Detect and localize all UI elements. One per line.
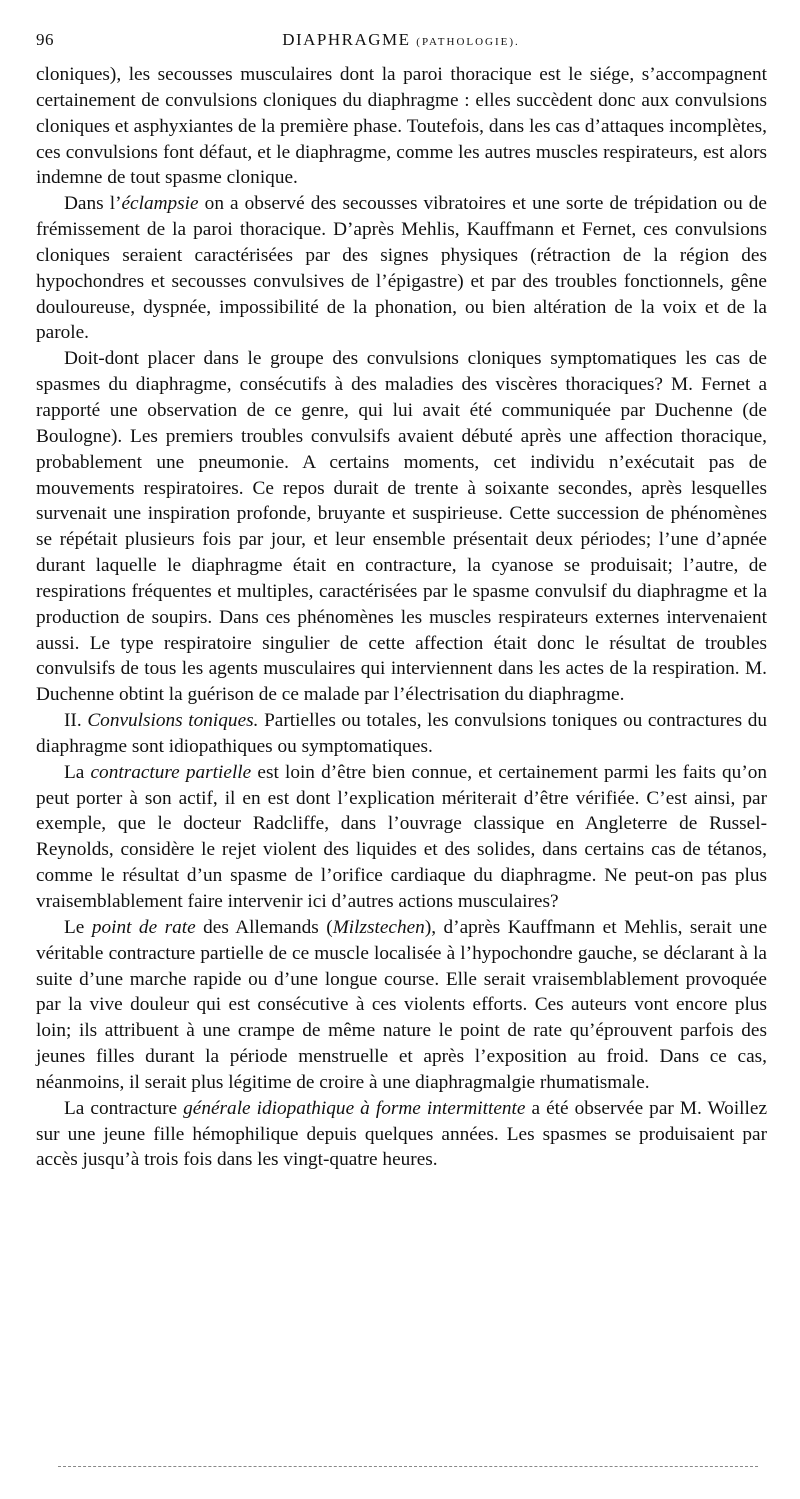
italic-text: point de rate — [91, 916, 196, 938]
text-run: cloniques), les secousses musculaires dont la paroi thoracique est le siége, s’accompagnent certainement de convulsions cloniques du diaphragme : elles succèdent donc aux convulsions cloniques et asphyxiantes de la première phase. Toutefois, dans les cas d’attaques incomplètes, ces convulsions font défaut, et le diaphragme, comme les autres muscles respirateurs, est alors indemne de tout spasme clonique. — [36, 64, 767, 189]
body-text — [36, 62, 767, 1173]
paragraph — [36, 708, 767, 760]
text-run: a été observée par M. Woillez sur une jeune fille hémophilique depuis quelques années. Les spasmes se produisaient par accès jusqu’à trois fois dans les vingt-quatre heures. — [36, 1097, 768, 1171]
page-header — [36, 30, 766, 54]
italic-text: Milzstechen — [332, 916, 425, 938]
text-run: ), d’après Kauffmann et Mehlis, serait une véritable contracture partielle de ce muscle localisée à l’hypochondre gauche, se déclarant à la suite d’une marche rapide ou d’une longue course. Elle serait vraisemblablement provoquée par la vive douleur qui est consécutive à ces violents efforts. Ces auteurs vont encore plus loin; ils attribuent à une crampe de même nature le point de rate qu’éprouvent parfois des jeunes filles durant la période menstruelle et après l’exposition au froid. Dans ce cas, néanmoins, il serait plus légitime de croire à une diaphragmalgie rhumatismale. — [36, 916, 767, 1093]
text-run: II. — [64, 710, 88, 732]
paragraph — [36, 760, 767, 915]
italic-text: générale idiopathique à forme intermittente — [183, 1097, 526, 1119]
text-run: Le — [64, 916, 92, 938]
running-head — [36, 30, 766, 50]
running-title: DIAPHRAGME — [282, 30, 411, 49]
text-run: Partielles ou totales, les convulsions toniques ou contractures du diaphragme sont idiopathiques ou symptomatiques. — [36, 710, 768, 757]
italic-text: éclampsie — [121, 193, 199, 215]
text-run: La — [64, 761, 91, 783]
paragraph — [36, 62, 767, 191]
paragraph — [36, 1096, 767, 1174]
paragraph — [36, 346, 767, 708]
text-run: Dans l’ — [64, 193, 122, 215]
page-number: 96 — [36, 30, 54, 49]
paragraph — [36, 191, 767, 346]
text-run: on a observé des secousses vibratoires et une sorte de trépidation ou de frémissement de la paroi thoracique. D’après Mehlis, Kauffmann et Fernet, ces convulsions cloniques seraient caractérisées par des signes physiques (rétraction de la région des hypochondres et secousses convulsives de l’épigastre) et par des troubles fonctionnels, gêne douloureuse, dyspnée, impossibilité de la phonation, ou bien altération de la voix et de la parole. — [36, 193, 767, 344]
text-run: La contracture — [64, 1097, 184, 1119]
italic-text: Convulsions toniques. — [87, 710, 259, 732]
text-run: des Allemands ( — [195, 916, 333, 938]
running-subtitle: (PATHOLOGIE). — [416, 36, 520, 48]
text-run: Doit-dont placer dans le groupe des convulsions cloniques symptomatiques les cas de spasmes du diaphragme, consécutifs à des maladies des viscères thoraciques? M. Fernet a rapporté une observation de ce genre, qui lui avait été communiquée par Duchenne (de Boulogne). Les premiers troubles convulsifs avaient débuté après une affection thoracique, probablement une pneumonie. A certains moments, cet individu n’exécutait pas de mouvements respiratoires. Ce repos durait de trente à soixante secondes, après lesquelles survenait une inspiration profonde, bruyante et suspirieuse. Cette succession de phénomènes se répétait plusieurs fois par jour, et leur ensemble présentait deux périodes; l’une d’apnée durant laquelle le diaphragme était en contracture, la cyanose se produisait; l’autre, de respirations fréquentes et multiples, caractérisées par le spasme convulsif du diaphragme et la production de soupirs. Dans ces phénomènes les muscles respirateurs externes intervenaient aussi. Le type respiratoire singulier de cette affection était donc le résultat de troubles convulsifs de tous les agents musculaires qui interviennent dans les actes de la respiration. M. Duchenne obtint la guérison de ce malade par l’électrisation du diaphragme. — [36, 348, 767, 706]
footer-rule — [58, 1466, 758, 1467]
italic-text: contracture partielle — [90, 761, 252, 783]
text-run: est loin d’être bien connue, et certainement parmi les faits qu’on peut porter à son actif, il en est dont l’explication mériterait d’être vérifiée. C’est ainsi, par exemple, que le docteur Radcliffe, dans l’ouvrage classique en Angleterre de Russel-Reynolds, considère le rejet violent des liquides et des solides, dans certains cas de tétanos, comme le résultat d’un spasme de l’orifice cardiaque du diaphragme. Ne peut-on pas plus vraisemblablement faire intervenir ici d’autres actions musculaires? — [36, 761, 768, 912]
paragraph — [36, 915, 767, 1096]
